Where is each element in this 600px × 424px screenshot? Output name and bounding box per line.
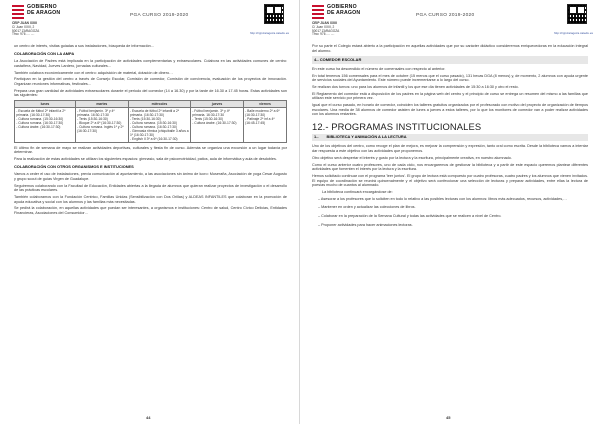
government-logo [312, 4, 392, 22]
school-info [12, 22, 39, 37]
subsection-number: 1.- [314, 134, 319, 140]
qr-link[interactable]: http://cpjxzaragoza.catedu.es [250, 31, 290, 35]
paragraph: También colaboramos con la Fundación Centrico, Familias Unidas (Sensibilización con Dos Orillas) y ALDEAS INFANTILES que colaboran en la promoción de ayuda educativa y social con los alumnos y las familias más necesitadas. [14, 195, 287, 204]
school-address: C/ Juan XXIII, 2 [12, 24, 35, 29]
page-content-left [14, 44, 287, 218]
school-phone: Tfno: 976 .... .... [12, 32, 35, 37]
paragraph: La Asociación de Padres está implicada en la participación de actividades complementarias y extraescolares. Colabora en las actividades comunes de centro: castañera, Navidad, Jueves Lardero, jornadas culturales… [14, 59, 287, 68]
paragraph: Seguiremos colaborando con la Facultad de Educación, Entidades abiertas a la llegada de alumnos que quieran realizar proyectos de investigación o el desarrollo de las prácticas escolares. [14, 183, 287, 193]
section-title-institutions: COLABORACIÓN CON OTROS ORGANISMOS E INSTITUCIONES [14, 164, 134, 170]
paragraph: Se pedirá la colaboración, en aquellas actividades que puedan ser interesantes, a organismos e instituciones: Centro de salud, Centro Cívico Delicias, Entidades Financieras, Asociaciones del Consumidor… [14, 206, 287, 215]
school-info [312, 22, 339, 37]
page-header [312, 4, 594, 38]
activities-list [318, 197, 588, 227]
school-name: CEIP JUAN XXIII [312, 21, 337, 25]
col-header-friday: viernes [243, 101, 286, 108]
paragraph: Otro objetivo será despertar el interés y gusto por la lectura y la escritura, principalmente creativa, en nuestro alumnado. [312, 155, 512, 160]
paragraph: El último fin de semana de mayo se realizan actividades deportivas, culturales y fiesta fin de curso. Además se organiza una excursión a un lugar todavía por determinar. [14, 145, 287, 155]
qr-code-icon [567, 4, 587, 24]
paragraph: Prepara una gran cantidad de actividades extraescolares durante el periodo del comedor (14 a 16.30) y por la tarde de 16.30 a 17.45 horas. Estas actividades son las siguientes: [14, 88, 287, 98]
list-item: – Proponer actividades para hacer animaciones lectoras. [318, 223, 588, 228]
paragraph: En total tenemos 156 comensales para el mes de octubre (15 menos que el curso pasado), 131 becas DGA (8 menos) y, de momento, 2 alumnos con ayuda urgente de servicios sociales del Ayuntamiento. Este número puede incrementarse a lo largo del curso. [312, 73, 588, 83]
page-number: 44 [146, 415, 151, 420]
government-logo [12, 4, 92, 22]
list-item: – Colaborar en la preparación de la Semana Cultural y todas las actividades que se realicen a nivel de Centro. [318, 214, 588, 219]
logo-line2: DE ARAGON [27, 10, 61, 16]
logo-line1: GOBIERNO [27, 4, 57, 10]
subsection-header [312, 134, 588, 142]
paragraph: Como el curso anterior cuatro profesores, uno de cada ciclo, nos encargaremos de gestionar la biblioteca y a partir de este espacio queremos plantear diferentes actividades que fomenten el interés por la lectura y la escritura. [312, 162, 588, 172]
paragraph: Hemos solicitado continuar con el programa 'leer juntos'. El grupo de lectura está compuesto por cuatro profesoras, cuatro padres y los alumnos que vienen invitados. El equipo de coordinación se reunirá quincenalmente y el objetivo será confeccionar una selección de lecturas y preparar actividades, entre ellas la lectura de poesías mucho de cuantos al alumnado. [312, 174, 588, 188]
intro-text: un centro de interés, visitas guiadas a sus instalaciones, búsqueda de información… [14, 44, 155, 48]
logo-line1: GOBIERNO [327, 4, 357, 10]
subsection-title: BIBLIOTECA Y ANIMACIÓN A LA LECTURA [326, 134, 407, 140]
col-header-thursday: jueves [191, 101, 244, 108]
paragraph: Se realizan dos turnos: uno para los alumnos de infantil y los que ese día tienen actividades de 15:30 a 16:30 y otro el resto. [312, 84, 519, 89]
section-band-comedor: 4.- COMEDOR ESCOLAR [312, 56, 588, 64]
list-item: – Mantener en orden y actualizar las colecciones de libros. [318, 205, 588, 210]
paragraph: Vamos a ceder el uso de instalaciones, previa comunicación al ayuntamiento, a las asociaciones sin ánimo de lucro: Museraña, Asociación de yoga Cesar Augusto y grupo scout de guías Virgen de Guadalupe. [14, 172, 287, 181]
table-cell-thursday: - Fútbol benjamín. 3º y 4º primaria. 16:30-17:30 - Tenis (15:30-16:30) - Cultura árabe. (16:30-17:30) [191, 108, 244, 143]
logo-line2: DE ARAGON [327, 10, 361, 16]
paragraph: Uno de los objetivos del centro, como recoge el plan de mejora, es mejorar la comprensión y expresión, tanto oral como escrita. Desde la biblioteca vamos a intentar dar respuesta a este objetivo con las actividades que proponemos. [312, 144, 588, 154]
course-label: PGA CURSO 2019-2020 [416, 13, 475, 18]
paragraph: En este curso ha descendido el número de comensales con respecto al anterior. [312, 66, 446, 71]
table-cell-wednesday: - Escuela de fútbol 2º infantil a 2º primaria. (16:30-17:30) - Tenis (15:30-16:30) - Cultura rumana. (15:30-16:30) - Cultura rumana. (16:30-17:30) - Gimnasia rítmica (chiquibaile 3 años a 1º (16:30-17:30) - English II 3º a 6º (16:30-17:30) [129, 108, 189, 141]
paragraph: El Reglamento del comedor está a disposición de los padres en la página web del centro y el principio de curso se entrega un resumen del mismo a las familias que utilizan este servicio por primera vez. [312, 91, 588, 101]
page-header [12, 4, 289, 38]
page-right [300, 0, 600, 424]
section-title-ampa: COLABORACIÓN CON LA AMPA [14, 51, 75, 57]
activities-timetable [14, 100, 287, 143]
col-header-wednesday: miércoles [128, 101, 190, 108]
list-item: – Asesorar a los profesores que lo soliciten en todo lo relativo a las posibles lecturas con los alumnos: libros más adecuados, recursos, actividades,… [318, 197, 588, 202]
table-cell-friday: - Baile moderno 2º a 6º (16:30-17:30) - Patinaje 2º inf a 4º (16:45-17:45) [243, 108, 286, 143]
paragraph: Para la realización de estas actividades se utilizan los siguientes espacios: gimnasio, sala de psicomotricidad, patios, aula de informática y aula de desdobles. [14, 157, 277, 162]
table-cell-monday: - Escuela de fútbol 2º infantil a 2º primaria. (16:30-17:30) - Cultura rumana. (15:30-16:30) - Cultura rumana. (16:30-17:30) - Cultura árabe. (16:30-17:30) [15, 108, 76, 143]
chapter-title: 12.- PROGRAMAS INSTITUCIONALES [312, 120, 482, 132]
table-row [15, 108, 287, 143]
paragraph: Participan en la gestión del centro a través de Consejo Escolar, Comisión de comedor, Comisión de convivencia, evaluación de los proyectos de innovación. Organizan reuniones informativas, festivales… [14, 77, 287, 86]
paragraph: También colabora económicamente con el centro: adquisición de material, dotación de dinero… [14, 70, 173, 75]
col-header-tuesday: martes [75, 101, 128, 108]
school-city: 50017 ZARAGOZA [312, 28, 340, 33]
page-content-right [312, 44, 588, 231]
col-header-monday: lunes [15, 101, 76, 108]
school-phone: Tfno: 976 .... .... [312, 32, 335, 37]
paragraph: Igual que el curso pasado, en horario de comedor, coinciden los talleres gratuitos organizados por el profesorado con motivo del proyecto de organización de tiempos escolares. Una media de 38 alumnos de comedor asisten de lunes a jueves a estos talleres, por lo que los monitores de comedor van a poder realizar actividades con los alumnos restantes. [312, 103, 588, 117]
qr-link[interactable]: http://cpjxzaragoza.catedu.es [554, 31, 594, 35]
school-city: 50017 ZARAGOZA [12, 28, 40, 33]
intro-text: Por su parte el Colegio estará abierto a la participación en aquellas actividades que por su carácter didáctico consideremos enriquecedoras en la educación integral del alumno. [312, 44, 588, 53]
table-cell-tuesday: - Fútbol benjamín. 3º y 4º primaria. 16:30-17:30 - Tenis (15:30-16:30) - Bloque 2º a 6º (16:30-17:30) - Cultura rumana. Inglés 1º y 2º (16:30-17:30) [75, 108, 128, 143]
paragraph: La biblioteca continuará encargándose de: [322, 189, 393, 194]
page-number: 45 [446, 415, 451, 420]
aragon-flag-icon [312, 5, 324, 19]
qr-code-icon [264, 4, 284, 24]
course-label: PGA CURSO 2019-2020 [130, 13, 189, 18]
school-address: C/ Juan XXIII, 2 [312, 24, 335, 29]
aragon-flag-icon [12, 5, 24, 19]
school-name: CEIP JUAN XXIII [12, 21, 37, 25]
